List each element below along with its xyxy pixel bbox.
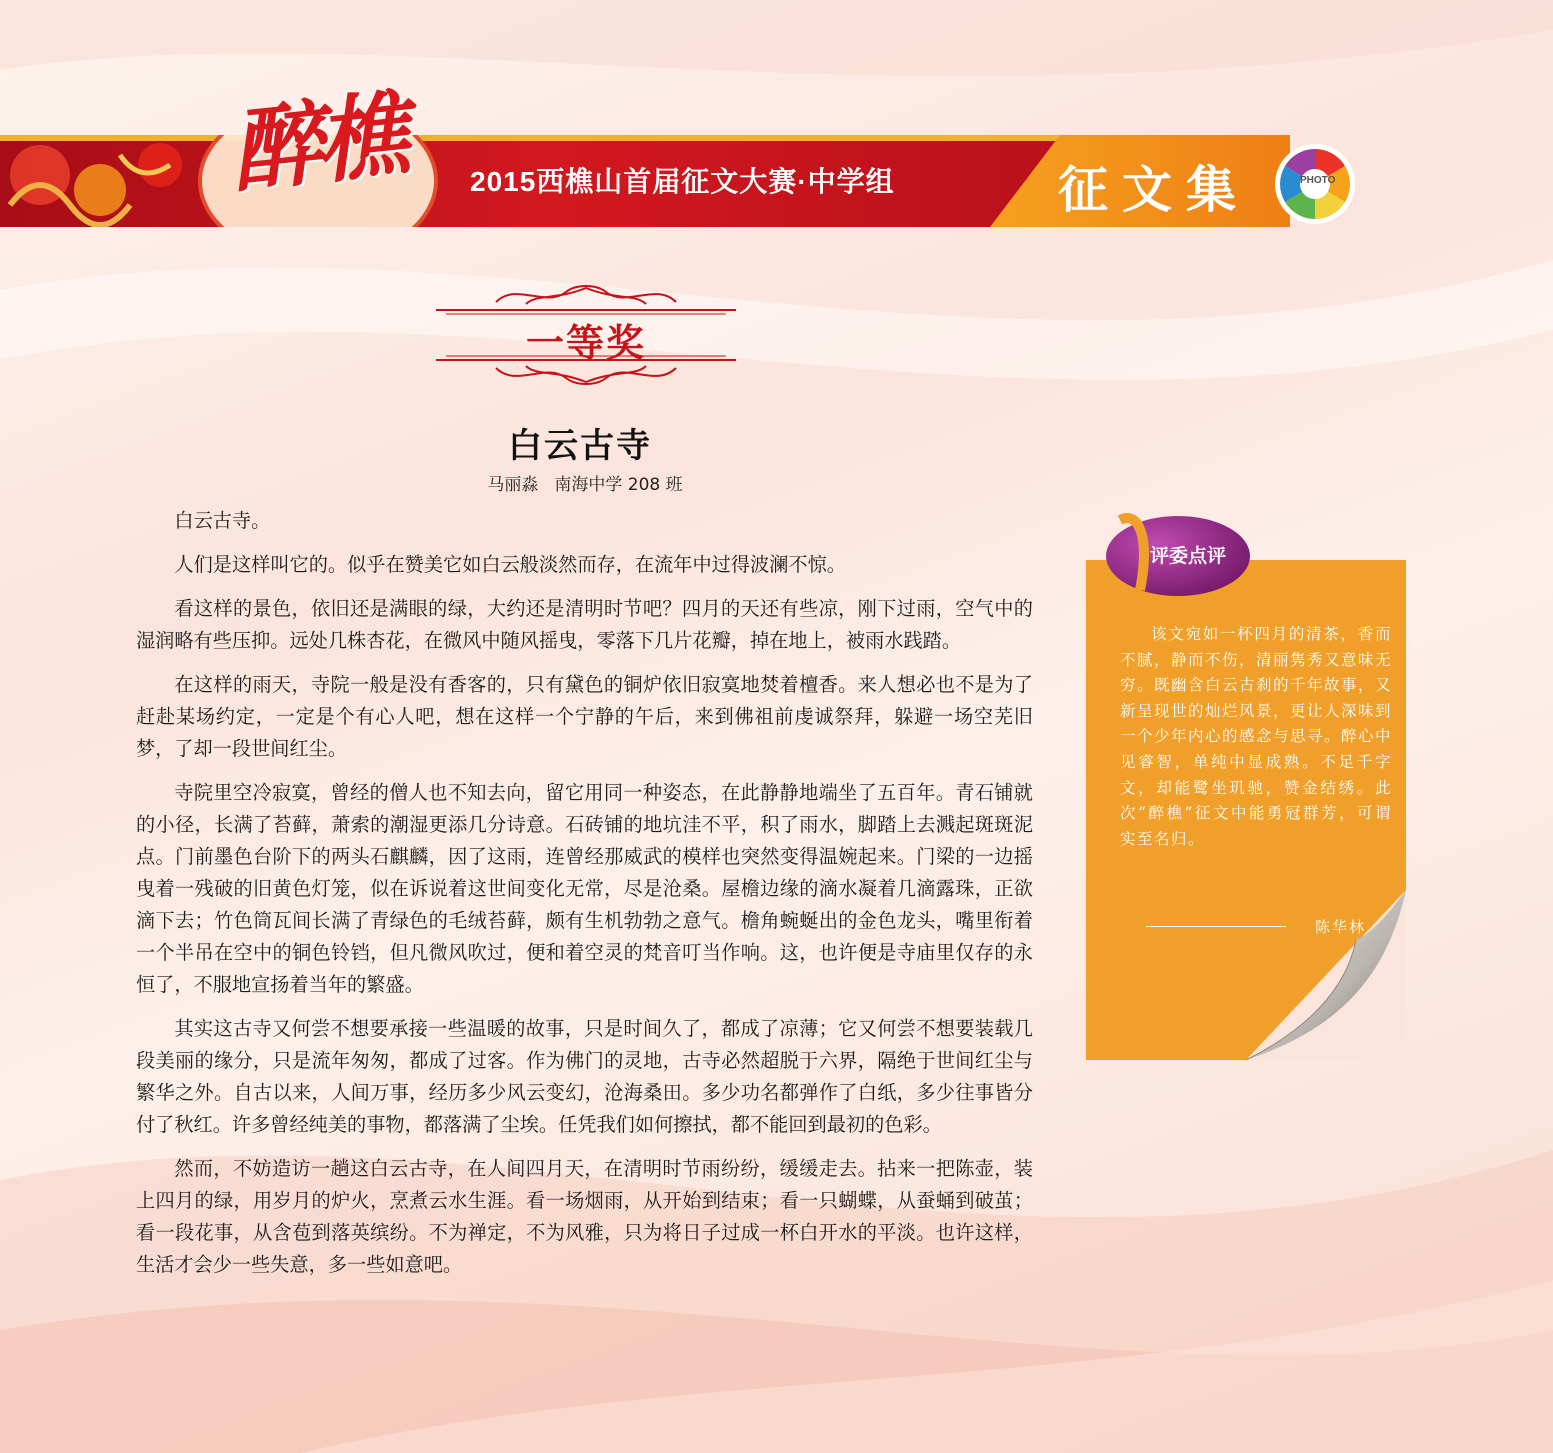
essay-paragraph: 在这样的雨天，寺院一般是没有香客的，只有黛色的铜炉依旧寂寞地焚着檀香。来人想必也不是为了赶赴某场约定，一定是个有心人吧，想在这样一个宁静的午后，来到佛祖前虔诚祭拜，躲避一场空芜旧梦，了却一段世间红尘。 [136, 673, 1033, 760]
essay-paragraph: 人们是这样叫它的。似乎在赞美它如白云般淡然而存，在流年中过得波澜不惊。 [174, 553, 846, 576]
essay-body [136, 505, 1033, 1293]
essay-paragraph: 寺院里空冷寂寞，曾经的僧人也不知去向，留它用同一种姿态，在此静静地端坐了五百年。青石铺就的小径，长满了苔藓，萧索的潮湿更添几分诗意。石砖铺的地坑洼不平，积了雨水，脚踏上去溅起斑斑泥点。门前墨色台阶下的两头石麒麟，因了这雨，连曾经那威武的模样也突然变得温婉起来。门梁的一边摇曳着一残破的旧黄色灯笼，似在诉说着这世间变化无常，尽是沧桑。屋檐边缘的滴水凝着几滴露珠，正欲滴下去；竹色筒瓦间长满了青绿色的毛绒苔藓，颇有生机勃勃之意气。檐角蜿蜒出的金色龙头，嘴里衔着一个半吊在空中的铜色铃铛，但凡微风吹过，便和着空灵的梵音叮当作响。这，也许便是寺庙里仅存的永恒了，不服地宣扬着当年的繁盛。 [136, 781, 1033, 996]
essay-paragraph: 白云古寺。 [174, 509, 271, 532]
author-name: 马丽淼 [487, 475, 539, 495]
review-note [1086, 560, 1406, 1060]
photo-badge-label: PHOTO [1300, 175, 1336, 186]
review-tag-label: 评委点评 [1150, 545, 1227, 567]
review-text: 该文宛如一杯四月的清茶，香而不腻，静而不伤，清丽隽秀又意味无穷。既幽含白云古刹的千年故事，又新呈现世的灿烂风景，更让人深味到一个少年内心的感念与思寻。醉心中见睿智，单纯中显成熟。不足千字文，却能鹭坐玑驰，赞金结绣。此次“醉樵”征文中能勇冠群芳，可谓实至名归。 [1120, 625, 1393, 848]
essay-title: 白云古寺 [508, 426, 652, 466]
logo-text: 醉樵 [225, 80, 408, 206]
essay-paragraph: 其实这古寺又何尝不想要承接一些温暖的故事，只是时间久了，都成了凉薄；它又何尝不想要装载几段美丽的缘分，只是流年匆匆，都成了过客。作为佛门的灵地，古寺必然超脱于六界，隔绝于世间红尘与繁华之外。自古以来，人间万事，经历多少风云变幻，沧海桑田。多少功名都弹作了白纸，多少往事皆分付了秋红。许多曾经纯美的事物，都落满了尘埃。任凭我们如何擦拭，都不能回到最初的色彩。 [136, 1017, 1033, 1136]
award-title: 一等奖 [525, 321, 646, 365]
essay-paragraph: 看这样的景色，依旧还是满眼的绿，大约还是清明时节吧？四月的天还有些凉，刚下过雨，空气中的湿润略有些压抑。远处几株杏花，在微风中随风摇曳，零落下几片花瓣，掉在地上，被雨水践踏。 [136, 597, 1033, 652]
banner-title: 2015西樵山首届征文大赛·中学组 [470, 166, 895, 197]
school-name: 南海中学 208 班 [554, 475, 683, 495]
section-title: 征文集 [1058, 160, 1250, 219]
byline [380, 470, 790, 495]
essay-paragraph: 然而，不妨造访一趟这白云古寺，在人间四月天，在清明时节雨纷纷，缓缓走去。拈来一把陈壶，装上四月的绿，用岁月的炉火，烹煮云水生涯。看一场烟雨，从开始到结束；看一只蝴蝶，从蚕蛹到破茧；看一段花事，从含苞到落英缤纷。不为禅定，不为风雅，只为将日子过成一杯白开水的平淡。也许这样，生活才会少一些失意，多一些如意吧。 [136, 1157, 1033, 1276]
review-author: 陈华林 [1314, 918, 1366, 936]
